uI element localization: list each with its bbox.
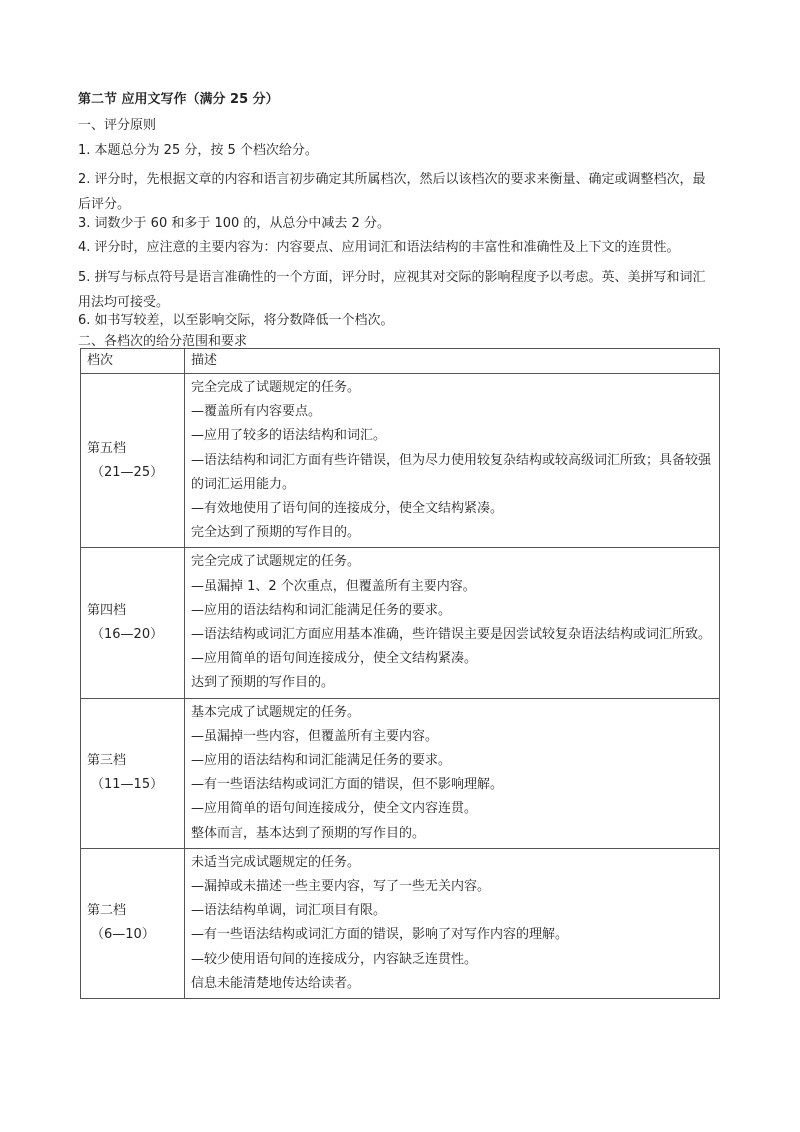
description-line: 完全达到了预期的写作目的。 xyxy=(191,525,361,541)
description-line: —虽漏掉一些内容，但覆盖所有主要内容。 xyxy=(191,728,439,744)
description-line: 未适当完成试题规定的任务。 xyxy=(191,854,361,870)
level-name: 第四档 xyxy=(87,602,127,618)
principle-item: 4. 评分时，应注意的主要内容为：内容要点、应用词汇和语法结构的丰富性和准确性及上下文的连贯性。 xyxy=(78,240,680,255)
level-range: （6—10） xyxy=(91,927,155,943)
description-line: 基本完成了试题规定的任务。 xyxy=(191,704,361,720)
table-row xyxy=(81,548,720,698)
description-line: —应用简单的语句间连接成分，使全文内容连贯。 xyxy=(191,801,478,817)
level-name: 第五档 xyxy=(87,440,127,456)
table-row xyxy=(81,698,720,848)
column-header-description: 描述 xyxy=(185,349,720,374)
principle-item: 5. 拼写与标点符号是语言准确性的一个方面，评分时，应视其对交际的影响程度予以考虑。英、美拼写和词汇用法均可接受。 xyxy=(78,270,706,310)
description-cell xyxy=(185,848,720,998)
description-line: —漏掉或未描述一些主要内容，写了一些无关内容。 xyxy=(191,879,491,895)
level-cell xyxy=(81,848,185,998)
description-line: —有一些语法结构或词汇方面的错误，影响了对写作内容的理解。 xyxy=(191,927,569,943)
description-cell xyxy=(185,698,720,848)
description-cell xyxy=(185,374,720,548)
level-name: 第三档 xyxy=(87,753,127,769)
description-line: —语法结构和词汇方面有些许错误，但为尽力使用较复杂结构或较高级词汇所致；具备较强的词汇运用能力。 xyxy=(191,452,712,492)
description-line: —应用了较多的语法结构和词汇。 xyxy=(191,428,387,444)
table-row xyxy=(81,848,720,998)
description-cell xyxy=(185,548,720,698)
description-line: —语法结构单调，词汇项目有限。 xyxy=(191,903,387,919)
description-line: 信息未能清楚地传达给读者。 xyxy=(191,975,361,991)
level-range: （11—15） xyxy=(91,777,164,793)
description-line: —有效地使用了语句间的连接成分，使全文结构紧凑。 xyxy=(191,501,504,517)
description-line: —语法结构或词汇方面应用基本准确，些许错误主要是因尝试较复杂语法结构或词汇所致。 xyxy=(191,627,712,643)
principle-item: 6. 如书写较差，以至影响交际，将分数降低一个档次。 xyxy=(78,313,394,328)
section-title: 第二节 应用文写作（满分 25 分） xyxy=(78,92,279,107)
description-line: 完全完成了试题规定的任务。 xyxy=(191,554,361,570)
principle-item: 2. 评分时，先根据文章的内容和语言初步确定其所属档次，然后以该档次的要求来衡量、确定或调整档次，最后评分。 xyxy=(78,172,706,212)
description-line: —覆盖所有内容要点。 xyxy=(191,404,322,420)
description-line: 完全完成了试题规定的任务。 xyxy=(191,380,361,395)
description-line: —虽漏掉 1、2 个次重点，但覆盖所有主要内容。 xyxy=(191,578,476,594)
level-cell xyxy=(81,374,185,548)
description-line: 整体而言，基本达到了预期的写作目的。 xyxy=(191,825,426,841)
principle-item: 1. 本题总分为 25 分，按 5 个档次给分。 xyxy=(78,143,318,158)
table-header-row xyxy=(81,349,720,374)
grading-table xyxy=(80,348,720,999)
table-heading: 二、各档次的给分范围和要求 xyxy=(78,334,248,349)
description-line: 达到了预期的写作目的。 xyxy=(191,675,335,691)
description-line: —有一些语法结构或词汇方面的错误，但不影响理解。 xyxy=(191,777,504,793)
description-line: —较少使用语句间的连接成分，内容缺乏连贯性。 xyxy=(191,951,478,967)
principle-item: 3. 词数少于 60 和多于 100 的，从总分中减去 2 分。 xyxy=(78,216,390,231)
description-line: —应用简单的语句间连接成分，使全文结构紧凑。 xyxy=(191,651,478,667)
level-range: （16—20） xyxy=(91,627,164,643)
description-line: —应用的语法结构和词汇能满足任务的要求。 xyxy=(191,753,452,769)
level-cell xyxy=(81,698,185,848)
level-name: 第二档 xyxy=(87,903,127,919)
column-header-level: 档次 xyxy=(81,349,185,374)
description-line: —应用的语法结构和词汇能满足任务的要求。 xyxy=(191,602,452,618)
principles-heading: 一、评分原则 xyxy=(78,118,157,133)
level-cell xyxy=(81,548,185,698)
table-row xyxy=(81,374,720,548)
level-range: （21—25） xyxy=(91,464,164,480)
